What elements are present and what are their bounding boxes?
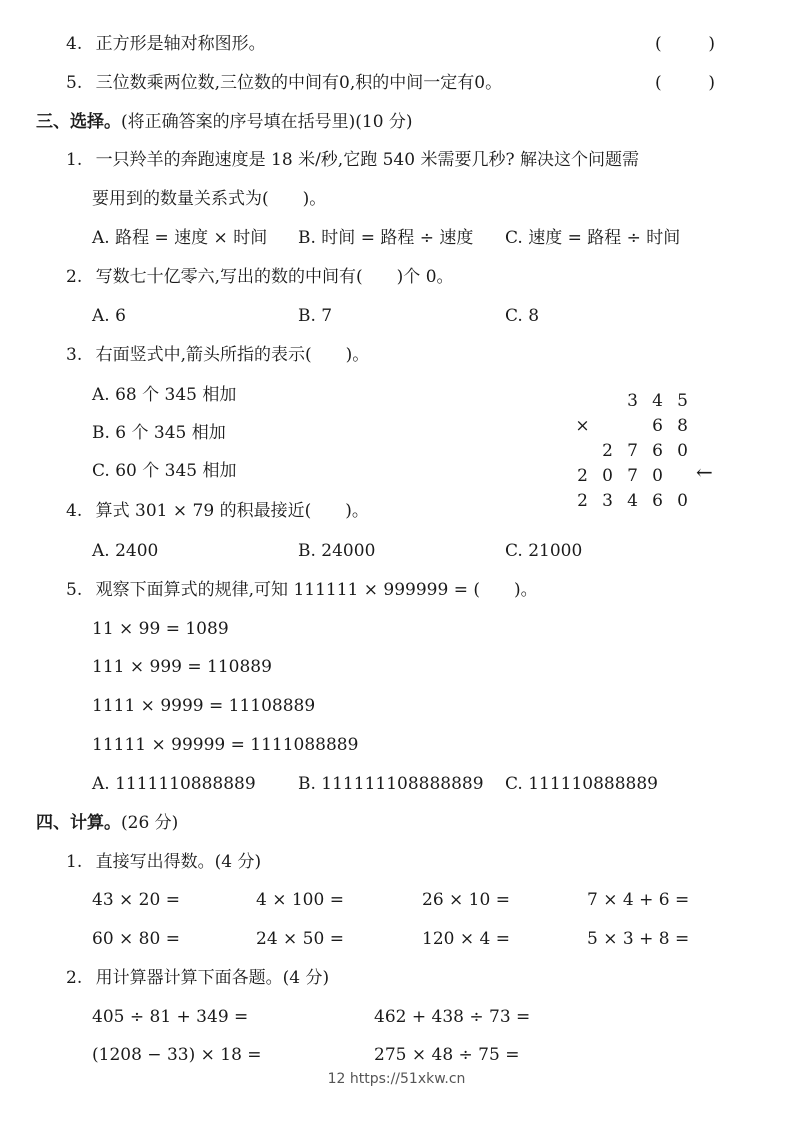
option-b[interactable]: B. 24000: [298, 541, 376, 561]
calc-item[interactable]: (1208 − 33) × 18 =: [92, 1045, 262, 1065]
question-number: 2.: [66, 267, 83, 287]
section-3-heading: [36, 111, 413, 133]
page-footer: [0, 1071, 793, 1087]
option-b[interactable]: B. 7: [298, 306, 333, 326]
question-number: 2.: [66, 968, 83, 988]
calc-item[interactable]: 4 × 100 =: [256, 890, 344, 910]
calc-item[interactable]: 275 × 48 ÷ 75 =: [374, 1045, 520, 1065]
option-a[interactable]: A. 1111110888889: [92, 774, 256, 794]
choice-q1: [66, 149, 639, 171]
question-text: 右面竖式中,箭头所指的表示( )。: [95, 345, 370, 365]
paren-left: (: [655, 73, 662, 93]
paren-right: ): [708, 73, 715, 93]
vertical-multiplication: [570, 389, 695, 514]
calc-item[interactable]: 5 × 3 + 8 =: [587, 929, 690, 949]
option-c[interactable]: C. 速度 = 路程 ÷ 时间: [505, 228, 681, 248]
option-a[interactable]: A. 路程 = 速度 × 时间: [92, 228, 268, 248]
question-number: 5.: [66, 73, 83, 93]
choice-q2: [66, 266, 454, 288]
calc-item[interactable]: 43 × 20 =: [92, 890, 180, 910]
calc-item[interactable]: 120 × 4 =: [422, 929, 510, 949]
option-a[interactable]: A. 6: [92, 306, 126, 326]
section-title: 三、选择。: [36, 112, 121, 132]
question-text: 观察下面算式的规律,可知 111111 × 999999 = ( )。: [95, 580, 538, 600]
choice-q1-line2: 要用到的数量关系式为( )。: [92, 189, 327, 209]
example-1: 11 × 99 = 1089: [92, 619, 229, 639]
option-c[interactable]: C. 111110888889: [505, 774, 658, 794]
calc-item[interactable]: 405 ÷ 81 + 349 =: [92, 1007, 249, 1027]
calc-item[interactable]: 7 × 4 + 6 =: [587, 890, 690, 910]
calc-item[interactable]: 462 + 438 ÷ 73 =: [374, 1007, 531, 1027]
section-note: (26 分): [121, 813, 179, 833]
calc-item[interactable]: 26 × 10 =: [422, 890, 510, 910]
vertical-row-1: 3 4 5: [627, 391, 688, 411]
calc-item[interactable]: 60 × 80 =: [92, 929, 180, 949]
option-c[interactable]: C. 8: [505, 306, 540, 326]
vertical-row-4: 2 0 7 0: [577, 466, 663, 486]
question-number: 3.: [66, 345, 83, 365]
vertical-row-5: 2 3 4 6 0: [577, 491, 688, 511]
vertical-row-3: 2 7 6 0: [602, 441, 688, 461]
paren-right: ): [708, 34, 715, 54]
question-text: 写数七十亿零六,写出的数的中间有( )个 0。: [95, 267, 454, 287]
example-2: 111 × 999 = 110889: [92, 657, 272, 677]
question-text: 一只羚羊的奔跑速度是 18 米/秒,它跑 540 米需要几秒? 解决这个问题需: [95, 150, 639, 170]
question-number: 1.: [66, 852, 83, 872]
question-number: 1.: [66, 150, 83, 170]
option-c[interactable]: C. 60 个 345 相加: [92, 461, 237, 481]
calc-item[interactable]: 24 × 50 =: [256, 929, 344, 949]
paren-left: (: [655, 34, 662, 54]
section-title: 四、计算。: [36, 813, 121, 833]
answer-parens[interactable]: [655, 72, 715, 94]
question-number: 4.: [66, 34, 83, 54]
question-text: 用计算器计算下面各题。(4 分): [95, 968, 330, 988]
left-arrow-icon: ←: [696, 460, 713, 484]
question-number: 5.: [66, 580, 83, 600]
question-number: 4.: [66, 501, 83, 521]
option-b[interactable]: B. 时间 = 路程 ÷ 速度: [298, 228, 474, 248]
section-note: (将正确答案的序号填在括号里)(10 分): [121, 112, 413, 132]
answer-parens[interactable]: [655, 33, 715, 55]
option-b[interactable]: B. 6 个 345 相加: [92, 423, 226, 443]
example-3: 1111 × 9999 = 11108889: [92, 696, 316, 716]
section-4-heading: [36, 812, 178, 834]
question-text: 正方形是轴对称图形。: [95, 34, 266, 54]
option-b[interactable]: B. 111111108888889: [298, 774, 484, 794]
question-text: 直接写出得数。(4 分): [95, 852, 262, 872]
option-c[interactable]: C. 21000: [505, 541, 583, 561]
page-number: 12: [327, 1071, 346, 1087]
multiply-sign: ×: [575, 416, 590, 436]
calc-q1: [66, 851, 261, 873]
option-a[interactable]: A. 68 个 345 相加: [92, 385, 237, 405]
vertical-row-2: × 6 8: [570, 414, 695, 439]
judge-q4: [66, 33, 266, 55]
footer-url[interactable]: https://51xkw.cn: [349, 1071, 466, 1087]
choice-q3: [66, 344, 369, 366]
judge-q5: [66, 72, 502, 94]
choice-q5: [66, 579, 538, 601]
example-4: 11111 × 99999 = 1111088889: [92, 735, 359, 755]
question-text: 三位数乘两位数,三位数的中间有0,积的中间一定有0。: [95, 73, 503, 93]
option-a[interactable]: A. 2400: [92, 541, 159, 561]
question-text: 算式 301 × 79 的积最接近( )。: [95, 501, 369, 521]
choice-q4: [66, 500, 369, 522]
calc-q2: [66, 967, 329, 989]
